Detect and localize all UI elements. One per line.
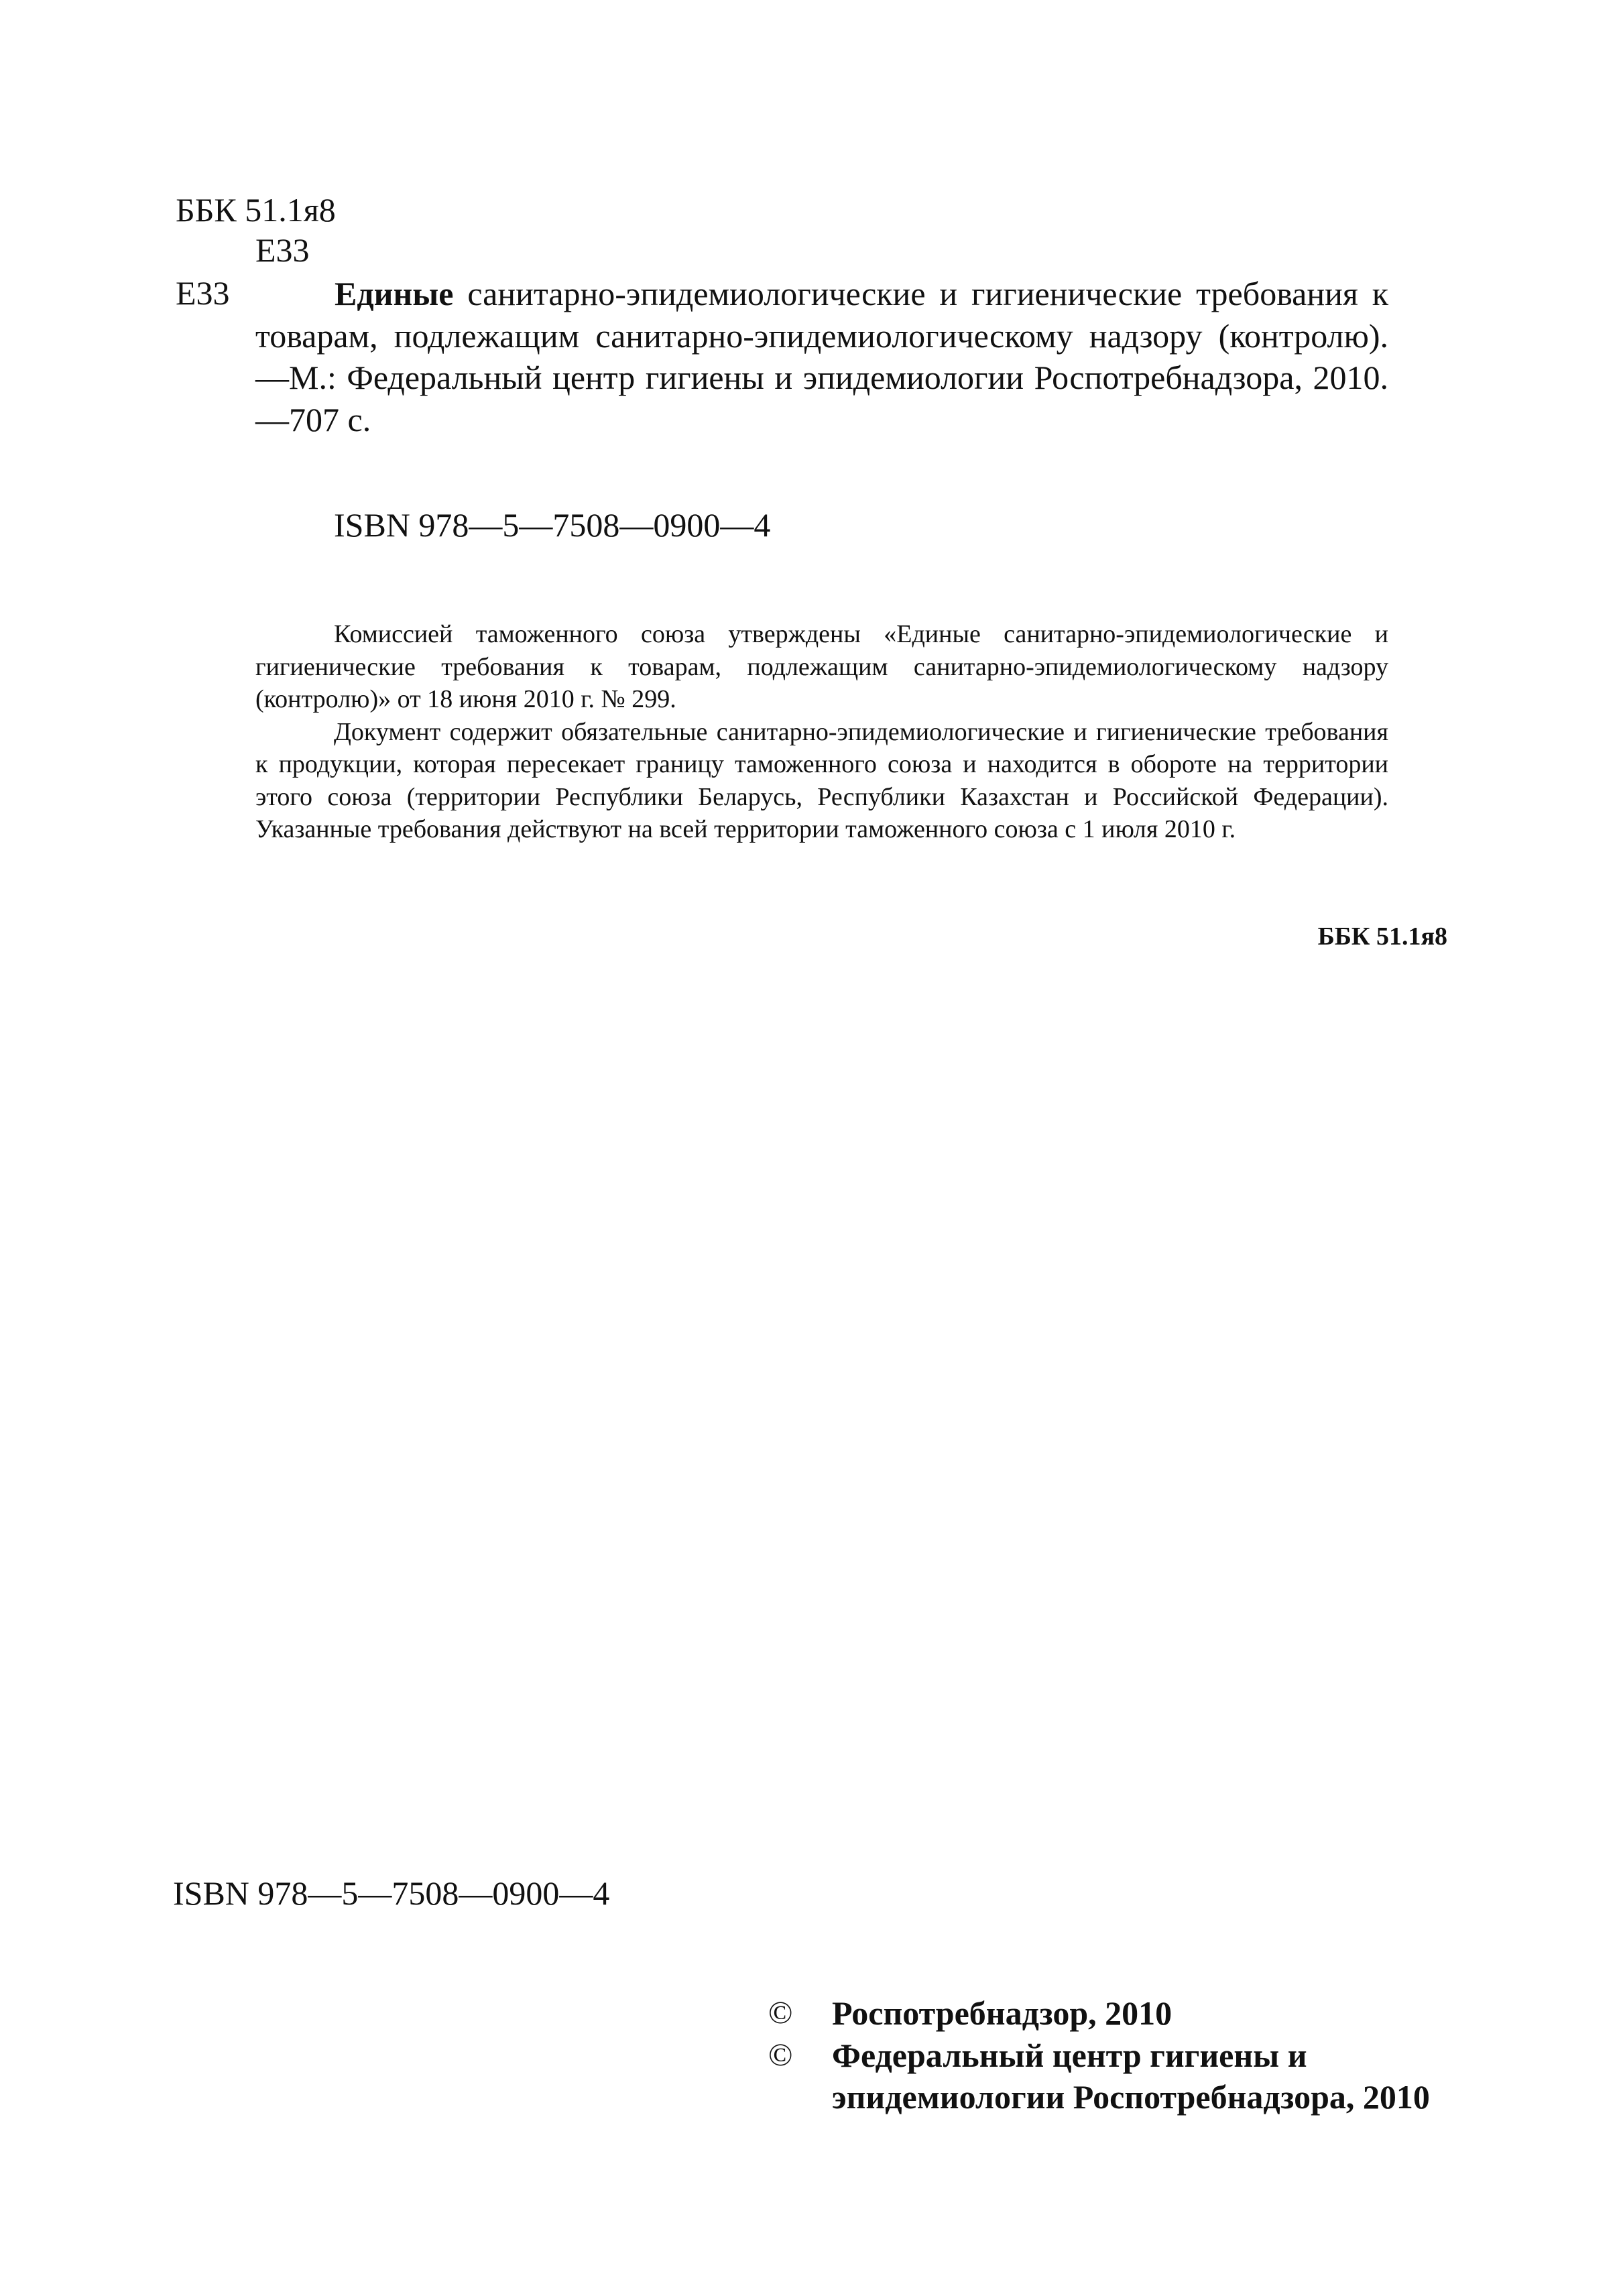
author-mark-entry: Е33: [176, 274, 230, 312]
isbn-middle: ISBN 978—5—7508—0900—4: [334, 506, 771, 544]
isbn-bottom: ISBN 978—5—7508—0900—4: [173, 1874, 610, 1912]
copyright-holder: Федеральный центр гигиены и: [832, 2036, 1307, 2074]
bibliographic-title-bold: Единые: [335, 275, 454, 312]
copyright-block: [768, 1992, 1430, 2118]
annotation-paragraph: Документ содержит обязательные санитарно-эпидемиологические и гигиенические требования к продукции, которая пересекает границу таможенного союза и находится в обороте на территории этого союза (территории Республики Беларусь, Республики Казахстан и Российской Федерации). Указанные требования действуют на всей территории таможенного союза с 1 июля 2010 г.: [255, 717, 1388, 843]
copyright-holder-continuation: эпидемиологии Роспотребнадзора, 2010: [832, 2078, 1430, 2116]
bbk-code-top: ББК 51.1я8: [176, 191, 336, 229]
copyright-line: [768, 2035, 1430, 2118]
bbk-code-right: ББК 51.1я8: [1317, 922, 1447, 951]
copyright-holder: Роспотребнадзор, 2010: [832, 1994, 1173, 2032]
copyright-icon: ©: [768, 2037, 793, 2073]
bibliographic-text: санитарно-эпидемиологические и гигиенические требования к товарам, подлежащим санитарно-эпидемиологическому надзору (контролю).—М.: Федеральный центр гигиены и эпидемиологии Роспотребнадзора, 2010.—707 с.: [255, 275, 1388, 438]
copyright-line: [768, 1992, 1430, 2035]
annotation: [255, 618, 1388, 846]
copyright-icon: ©: [768, 1995, 793, 2031]
annotation-paragraph: Комиссией таможенного союза утверждены «Единые санитарно-эпидемиологические и гигиенические требования к товарам, подлежащим санитарно-эпидемиологическому надзору (контролю)» от 18 июня 2010 г. № 299.: [255, 620, 1388, 713]
bibliographic-description: [255, 273, 1388, 440]
author-mark-top: Е33: [255, 231, 310, 269]
